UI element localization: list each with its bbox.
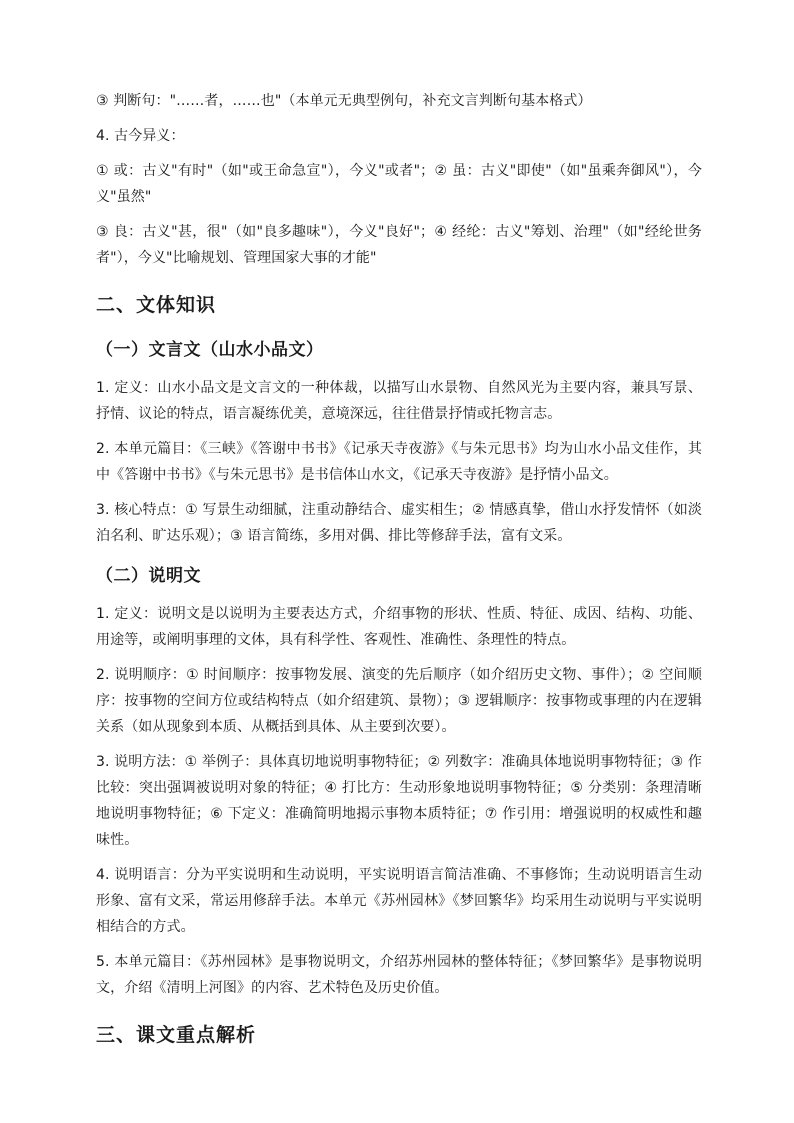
paragraph-essay-unit-texts: 2. 本单元篇目：《三峡》《答谢中书书》《记承天寺夜游》《与朱元思书》均为山水小品文佳作，其中《答谢中书书》《与朱元思书》是书信体山水文，《记承天寺夜游》是抒情小品文。 bbox=[96, 441, 702, 483]
paragraph-ancient-modern-meaning-heading: 4. 古今异义： bbox=[96, 128, 185, 144]
paragraph-essay-definition: 1. 定义：山水小品文是文言文的一种体裁，以描写山水景物、自然风光为主要内容，兼具写景、抒情、议论的特点，语言凝练优美，意境深远，往往借景抒情或托物言志。 bbox=[96, 380, 702, 422]
paragraph-expository-order: 2. 说明顺序：① 时间顺序：按事物发展、演变的先后顺序（如介绍历史文物、事件）；② 空间顺序：按事物的空间方位或结构特点（如介绍建筑、景物）；③ 逻辑顺序：按事物或事理的内在逻辑关系（如从现象到本质、从概括到具体、从主要到次要）。 bbox=[96, 667, 702, 735]
subsection-heading-classical-chinese: （一）文言文（山水小品文） bbox=[96, 340, 324, 360]
paragraph-ancient-modern-meaning-2: ③ 良：古义"甚，很"（如"良多趣味"），今义"良好"；④ 经纶：古义"筹划、治理"（如"经纶世务者"），今义"比喻规划、管理国家大事的才能" bbox=[96, 224, 702, 266]
paragraph-ancient-modern-meaning-1: ① 或：古义"有时"（如"或王命急宣"），今义"或者"；② 虽：古义"即使"（如"虽乘奔御风"），今义"虽然" bbox=[96, 163, 702, 205]
section-heading-text-analysis: 三、课文重点解析 bbox=[96, 1024, 257, 1046]
paragraph-judgment-sentence: ③ 判断句："……者，……也"（本单元无典型例句，补充文言判断句基本格式） bbox=[96, 93, 592, 109]
document-page bbox=[96, 88, 702, 1067]
section-heading-genre-knowledge: 二、文体知识 bbox=[96, 294, 217, 316]
paragraph-essay-core-features: 3. 核心特点：① 写景生动细腻，注重动静结合、虚实相生；② 情感真挚，借山水抒发情怀（如淡泊名利、旷达乐观）；③ 语言简练，多用对偶、排比等修辞手法，富有文采。 bbox=[96, 502, 702, 544]
paragraph-expository-language: 4. 说明语言：分为平实说明和生动说明，平实说明语言简洁准确、不事修饰；生动说明语言生动形象、富有文采，常运用修辞手法。本单元《苏州园林》《梦回繁华》均采用生动说明与平实说明相结合的方式。 bbox=[96, 867, 702, 935]
paragraph-expository-methods: 3. 说明方法：① 举例子：具体真切地说明事物特征；② 列数字：准确具体地说明事物特征；③ 作比较：突出强调被说明对象的特征；④ 打比方：生动形象地说明事物特征；⑤ 分类别：条理清晰地说明事物特征；⑥ 下定义：准确简明地揭示事物本质特征；⑦ 作引用：增强说明的权威性和趣味性。 bbox=[96, 754, 702, 848]
subsection-heading-expository-text: （二）说明文 bbox=[96, 566, 201, 586]
paragraph-expository-unit-texts: 5. 本单元篇目：《苏州园林》是事物说明文，介绍苏州园林的整体特征；《梦回繁华》是事物说明文，介绍《清明上河图》的内容、艺术特色及历史价值。 bbox=[96, 954, 702, 996]
paragraph-expository-definition: 1. 定义：说明文是以说明为主要表达方式，介绍事物的形状、性质、特征、成因、结构、功能、用途等，或阐明事理的文体，具有科学性、客观性、准确性、条理性的特点。 bbox=[96, 606, 702, 648]
